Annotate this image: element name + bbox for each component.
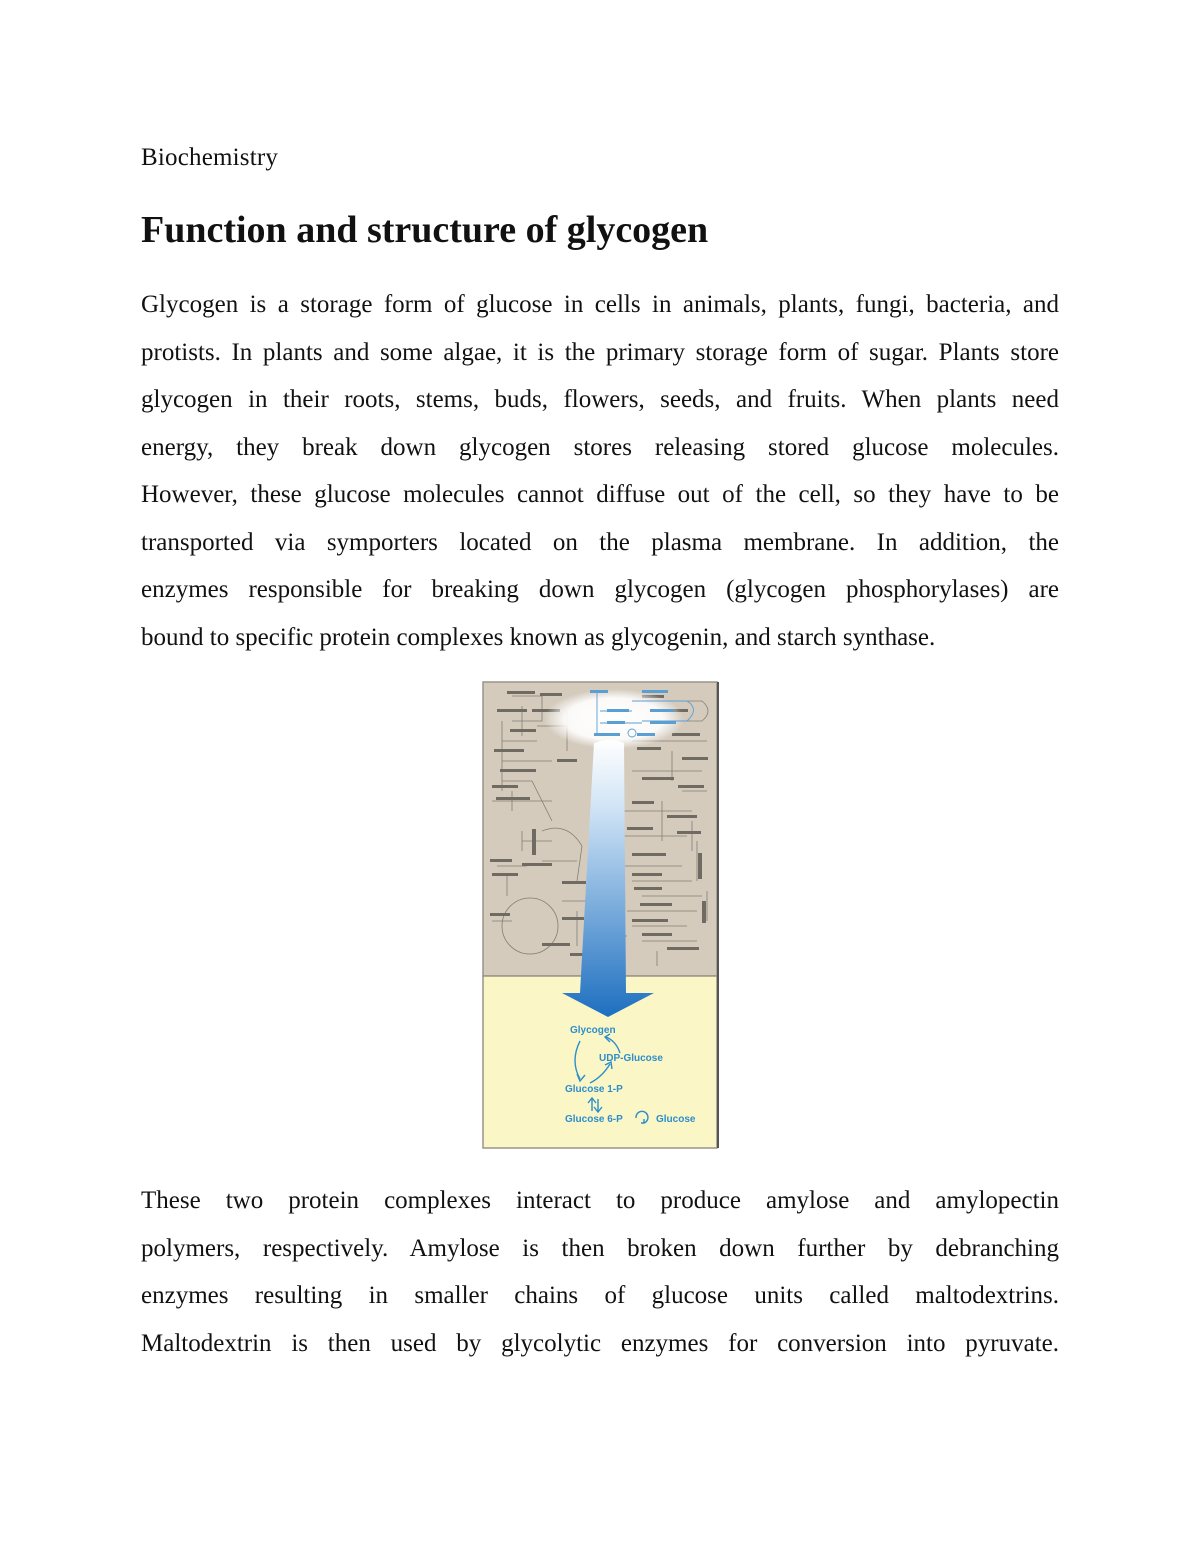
- second-paragraph: [141, 1177, 1059, 1367]
- paragraph-line: enzymes responsible for breaking down glycogen (glycogen phosphorylases) are: [141, 576, 1059, 603]
- udp-glucose-label: UDP-Glucose: [599, 1053, 663, 1064]
- intro-paragraph: [141, 281, 1059, 661]
- paragraph-line: Maltodextrin is then used by glycolytic enzymes for conversion into pyruvate.: [141, 1329, 1059, 1357]
- paragraph-line: transported via symporters located on the plasma membrane. In addition, the: [141, 528, 1059, 556]
- paragraph-line: However, these glucose molecules cannot diffuse out of the cell, so they have to be: [141, 481, 1059, 508]
- page-title: Function and structure of glycogen: [141, 209, 709, 251]
- paragraph-line: protists. In plants and some algae, it is the primary storage form of sugar. Plants store: [141, 338, 1059, 366]
- paragraph-line: polymers, respectively. Amylose is then broken down further by debranching: [141, 1234, 1059, 1262]
- glycogen-label: Glycogen: [570, 1025, 616, 1036]
- paragraph-line: glycogen in their roots, stems, buds, flowers, seeds, and fruits. When plants need: [141, 386, 1059, 413]
- paragraph-line: enzymes resulting in smaller chains of glucose units called maltodextrins.: [141, 1282, 1059, 1309]
- category-label: Biochemistry: [141, 144, 279, 171]
- glucose-label: Glucose: [656, 1114, 696, 1125]
- glycogen-metabolism-figure: [482, 681, 720, 1150]
- paragraph-line: bound to specific protein complexes known as glycogenin, and starch synthase.: [141, 623, 936, 651]
- paragraph-line: Glycogen is a storage form of glucose in cells in animals, plants, fungi, bacteria, and: [141, 291, 1059, 318]
- glucose-1p-label: Glucose 1-P: [565, 1084, 623, 1095]
- paragraph-line: energy, they break down glycogen stores releasing stored glucose molecules.: [141, 433, 1059, 461]
- metabolic-pathway-diagram: [482, 681, 720, 1150]
- highlight-glow: [544, 689, 684, 749]
- glucose-6p-label: Glucose 6-P: [565, 1114, 623, 1125]
- paragraph-line: These two protein complexes interact to produce amylose and amylopectin: [141, 1187, 1059, 1214]
